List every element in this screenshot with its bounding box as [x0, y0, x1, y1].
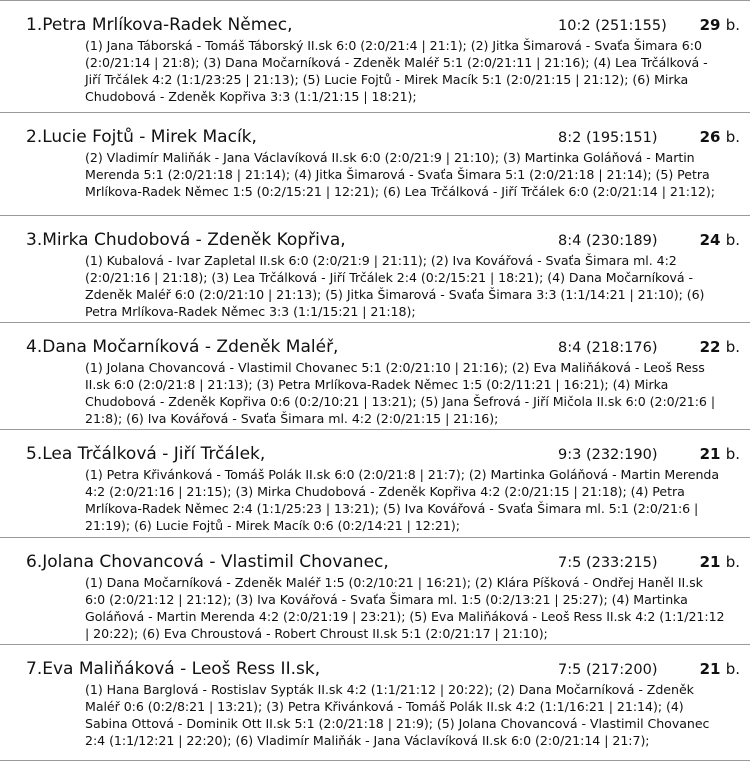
points-value: 21 — [699, 445, 721, 463]
score: 8:4 (230:189) — [558, 233, 658, 249]
rank: 4. — [26, 337, 43, 357]
score: 7:5 (233:215) — [558, 555, 658, 571]
rank: 2. — [26, 127, 43, 147]
points-value: 21 — [699, 553, 721, 571]
points — [694, 660, 740, 678]
result-row-5 — [0, 430, 750, 538]
points-unit: b. — [725, 16, 740, 34]
points — [694, 445, 740, 463]
result-row-2 — [0, 113, 750, 216]
match-details: (2) Vladimír Maliňák - Jana Václavíková II.sk 6:0 (2:0/21:9 | 21:10); (3) Martinka Goláňová - Martin Merenda 5:1 (2:0/21:18 | 21:14); (4) Jitka Šimarová - Svaťa Šimara 5:1 (2:0/21:18 | 21:14); (5) Petra Mrlíkova-Radek Němec 1:5 (0:2/15:21 | 12:21); (6) Lea Trčálková - Jiří Trčálek 6:0 (2:0/21:14 | 21:12); — [85, 150, 715, 199]
points-value: 21 — [699, 660, 721, 678]
match-details: (1) Kubalová - Ivar Zapletal II.sk 6:0 (2:0/21:9 | 21:11); (2) Iva Kovářová - Svaťa Šimara ml. 4:2 (2:0/21:16 | 21:18); (3) Lea Trčálková - Jiří Trčálek 2:4 (0:2/15:21 | 18:21); (4) Dana Močarníková - Zdeněk Maléř 6:0 (2:0/21:10 | 21:13); (5) Jitka Šimarová - Svaťa Šimara 3:3 (1:1/14:21 | 21:10); (6) Petra Mrlíkova-Radek Němec 3:3 (1:1/15:21 | 21:18); — [85, 253, 705, 319]
match-details: (1) Jana Táborská - Tomáš Táborský II.sk 6:0 (2:0/21:4 | 21:1); (2) Jitka Šimarová - Svaťa Šimara 6:0 (2:0/21:14 | 21:8); (3) Dana Močarníková - Zdeněk Maléř 5:1 (2:0/21:11 | 21:16); (4) Lea Trčálková - Jiří Trčálek 4:2 (1:1/23:25 | 21:13); (5) Lucie Fojtů - Mirek Macík 5:1 (2:0/21:15 | 21:12); (6) Mirka Chudobová - Zdeněk Kopřiva 3:3 (1:1/21:15 | 18:21); — [85, 38, 708, 104]
match-details: (1) Petra Křivánková - Tomáš Polák II.sk 6:0 (2:0/21:8 | 21:7); (2) Martinka Goláňová - Martin Merenda 4:2 (2:0/21:16 | 21:15); (3) Mirka Chudobová - Zdeněk Kopřiva 4:2 (2:0/21:15 | 21:18); (4) Petra Mrlíkova-Radek Němec 2:4 (1:1/25:23 | 13:21); (5) Iva Kovářová - Svaťa Šimara ml. 5:1 (2:0/21:6 | 21:19); (6) Lucie Fojtů - Mirek Macík 0:6 (0:2/14:21 | 12:21); — [85, 467, 719, 533]
result-row-header — [26, 127, 740, 149]
score: 8:2 (195:151) — [558, 130, 658, 146]
rank: 7. — [26, 659, 43, 679]
pair-name: Lea Trčálková - Jiří Trčálek, — [42, 444, 266, 464]
points — [694, 16, 740, 34]
points — [694, 231, 740, 249]
pair-name: Dana Močarníková - Zdeněk Maléř, — [42, 337, 339, 357]
pair-name: Petra Mrlíkova-Radek Němec, — [42, 15, 293, 35]
score: 8:4 (218:176) — [558, 340, 658, 356]
points-value: 26 — [699, 128, 721, 146]
result-row-1 — [0, 1, 750, 113]
points-unit: b. — [725, 660, 740, 678]
result-row-4 — [0, 323, 750, 430]
points — [694, 128, 740, 146]
points-value: 22 — [699, 338, 721, 356]
match-details: (1) Jolana Chovancová - Vlastimil Chovanec 5:1 (2:0/21:10 | 21:16); (2) Eva Maliňáková - Leoš Ress II.sk 6:0 (2:0/21:8 | 21:13); (3) Petra Mrlíkova-Radek Němec 1:5 (0:2/11:21 | 16:21); (4) Mirka Chudobová - Zdeněk Kopřiva 0:6 (0:2/10:21 | 13:21); (5) Jana Šefrová - Jiří Mičola II.sk 6:0 (2:0/21:6 | 21:8); (6) Iva Kovářová - Svaťa Šimara ml. 4:2 (2:0/21:15 | 21:16); — [85, 360, 716, 426]
points — [694, 338, 740, 356]
result-row-header — [26, 337, 740, 359]
rank: 5. — [26, 444, 43, 464]
result-row-header — [26, 659, 740, 681]
points-value: 24 — [699, 231, 721, 249]
score: 9:3 (232:190) — [558, 447, 658, 463]
result-row-6 — [0, 538, 750, 645]
result-row-header — [26, 552, 740, 574]
rank: 3. — [26, 230, 43, 250]
points-unit: b. — [725, 128, 740, 146]
points-value: 29 — [699, 16, 721, 34]
pair-name: Eva Maliňáková - Leoš Ress II.sk, — [42, 659, 321, 679]
pair-name: Mirka Chudobová - Zdeněk Kopřiva, — [42, 230, 346, 250]
match-details: (1) Dana Močarníková - Zdeněk Maléř 1:5 (0:2/10:21 | 16:21); (2) Klára Píšková - Ondřej Haněl II.sk 6:0 (2:0/21:12 | 21:12); (3) Iva Kovářová - Svaťa Šimara ml. 1:5 (0:2/13:21 | 25:27); (4) Martinka Goláňová - Martin Merenda 4:2 (2:0/21:19 | 23:21); (5) Eva Maliňáková - Leoš Ress II.sk 4:2 (1:1/21:12 | 20:22); (6) Eva Chroustová - Robert Chroust II.sk 5:1 (2:0/21:17 | 21:10); — [85, 575, 725, 641]
rank: 1. — [26, 15, 43, 35]
rank: 6. — [26, 552, 43, 572]
points-unit: b. — [725, 445, 740, 463]
result-row-header — [26, 230, 740, 252]
points-unit: b. — [725, 338, 740, 356]
match-details: (1) Hana Barglová - Rostislav Sypták II.sk 4:2 (1:1/21:12 | 20:22); (2) Dana Močarníková - Zdeněk Maléř 0:6 (0:2/8:21 | 13:21); (3) Petra Křivánková - Tomáš Polák II.sk 4:2 (1:1/16:21 | 21:14); (4) Sabina Ottová - Dominik Ott II.sk 5:1 (2:0/21:18 | 21:9); (5) Jolana Chovancová - Vlastimil Chovanec 2:4 (1:1/12:21 | 22:20); (6) Vladimír Maliňák - Jana Václavíková II.sk 6:0 (2:0/21:14 | 21:7); — [85, 682, 710, 748]
pair-name: Lucie Fojtů - Mirek Macík, — [42, 127, 257, 147]
points-unit: b. — [725, 231, 740, 249]
result-row-3 — [0, 216, 750, 323]
result-row-header — [26, 15, 740, 37]
points-unit: b. — [725, 553, 740, 571]
points — [694, 553, 740, 571]
result-row-header — [26, 444, 740, 466]
score: 7:5 (217:200) — [558, 662, 658, 678]
score: 10:2 (251:155) — [558, 18, 667, 34]
result-row-7 — [0, 645, 750, 761]
pair-name: Jolana Chovancová - Vlastimil Chovanec, — [42, 552, 389, 572]
